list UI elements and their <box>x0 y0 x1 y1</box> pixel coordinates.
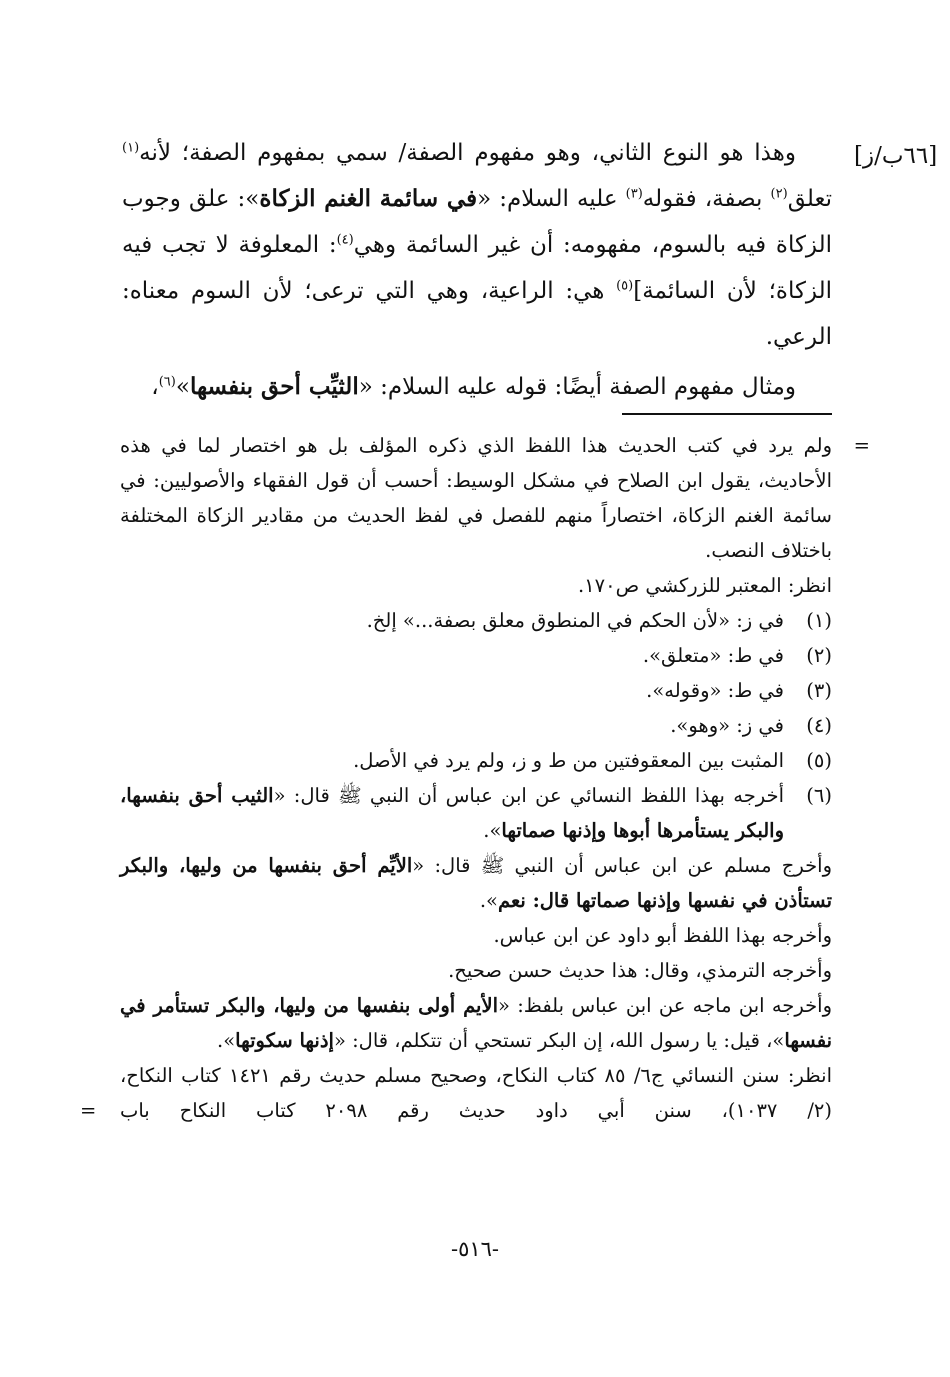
footnote-ref-2[interactable]: (٢) <box>770 186 788 202</box>
footnote-ref-6[interactable]: (٦) <box>158 374 176 390</box>
page-number: -٥١٦- <box>450 1237 500 1261</box>
footnote-number: (٦) <box>806 784 832 807</box>
main-paragraph-1: وهذا هو النوع الثاني، وهو مفهوم الصفة/ سمي بمفهوم الصفة؛ لأنه$^{(١)}$ تعلق$^{(٢)}$ بصفة، فقوله$^{(٣)}$ عليه السلام: «في سائمة الغنم الزكاة»: علق وجوب الزكاة فيه بالسوم، مفهومه: أن غير السائمة وهي$^{(٤)}$: المعلوفة لا تجب فيه الزكاة؛ لأن السائمة]$^{(٥)}$ هي: الراعية، وهي التي ترعى؛ لأن السوم معناه: الرعي. <box>122 140 833 350</box>
manuscript-folio-reference: [٦٦ب/ز] <box>854 143 938 169</box>
footnotes-block <box>80 428 870 1128</box>
main-text-block <box>122 130 832 410</box>
footnote-number: (٥) <box>806 749 832 772</box>
footnote-2: (٢) في ط: «متعلق». <box>120 638 832 673</box>
footnote-number: (١) <box>806 609 832 632</box>
footnote-ref-3[interactable]: (٣) <box>625 186 643 202</box>
footnote-ref-5[interactable]: (٥) <box>616 278 634 294</box>
continuation-mark: = <box>853 434 870 457</box>
footnote-separator <box>622 413 832 415</box>
footnote-3: (٣) في ط: «وقوله». <box>120 673 832 708</box>
main-paragraph-2: ومثال مفهوم الصفة أيضًا: قوله عليه السلام: «الثيِّب أحق بنفسها»$^{(٦)}$، <box>151 373 796 400</box>
footnote-ref-4[interactable]: (٤) <box>336 232 354 248</box>
footnote-number: (٣) <box>806 679 832 702</box>
footnote-ref-1[interactable]: (١) <box>122 140 140 156</box>
footnote-4: (٤) في ز: «وهو». <box>120 708 832 743</box>
footnote-number: (٤) <box>806 714 832 737</box>
footnote-continuation: = ولم يرد في كتب الحديث هذا اللفظ الذي ذكره المؤلف بل هو اختصار لما في هذه الأحاديث، يقول ابن الصلاح في مشكل الوسيط: أحسب أن قول الفقهاء والأصوليين: في سائمة الغنم الزكاة، اختصاراً منهم للفصل في لفظ الحديث من مقادير الزكاة المختلفة باختلاف النصب. انظر: المعتبر للزركشي ص١٧٠. <box>120 428 832 603</box>
footnote-6: (٦) أخرجه بهذا اللفظ النسائي عن ابن عباس أن النبي ﷺ قال: «الثيب أحق بنفسها، والبكر يستأمرها أبوها وإذنها صماتها». وأخرج مسلم عن ابن عباس أن النبي ﷺ قال: «الأيِّم أحق بنفسها من وليها، والبكر تستأذن في نفسها وإذنها صماتها قال: نعم». وأخرجه بهذا اللفظ أبو داود عن ابن عباس. وأخرجه الترمذي، وقال: هذا حديث حسن صحيح. وأخرجه ابن ماجه عن ابن عباس بلفظ: «الأيم أولى بنفسها من وليها، والبكر تستأمر في نفسها»، قيل: يا رسول الله، إن البكر تستحي أن تتكلم، قال: «إذنها سكوتها». انظر: سنن النسائي ج٦/ ٨٥ كتاب النكاح، وصحيح مسلم حديث رقم ١٤٢١ كتاب النكاح، (٢/ ١٠٣٧)، سنن أبي داود حديث رقم ٢٠٩٨ كتاب النكاح باب = <box>120 778 832 1128</box>
footnote-5: (٥) المثبت بين المعقوفتين من ط و ز، ولم يرد في الأصل. <box>120 743 832 778</box>
footnote-number: (٢) <box>806 644 832 667</box>
continuation-end-mark: = <box>80 1099 97 1122</box>
hadith-quote-2: الثيِّب أحق بنفسها <box>189 373 359 400</box>
footnote-1: (١) في ز: «لأن الحكم في المنطوق معلق بصفة...» إلخ. <box>120 603 832 638</box>
hadith-quote-1: في سائمة الغنم الزكاة <box>259 185 478 212</box>
